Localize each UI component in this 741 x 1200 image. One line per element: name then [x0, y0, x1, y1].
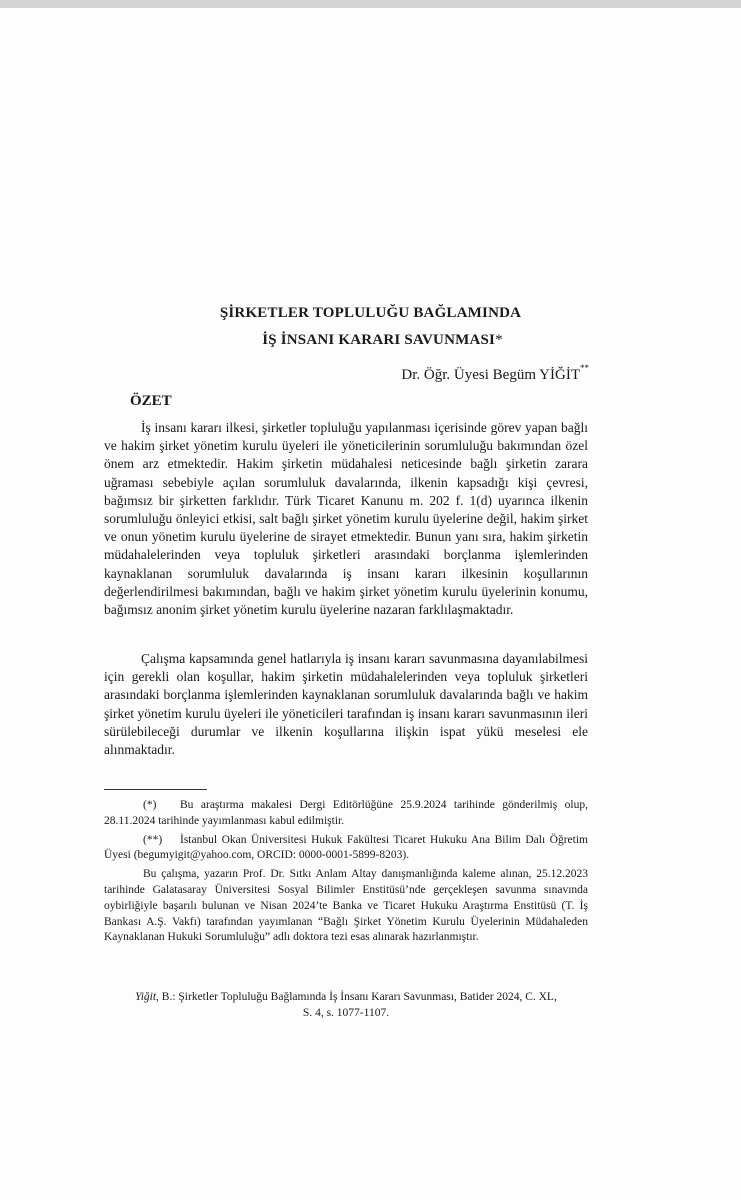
footnote-mark: (**) [143, 833, 163, 846]
title-line-2 [0, 332, 741, 349]
abstract-paragraph-1 [104, 419, 588, 619]
author-line [401, 365, 589, 384]
footnote-separator [104, 789, 207, 790]
author-name: Dr. Öğr. Üyesi Begüm YİĞİT [401, 367, 580, 383]
title-footnote-mark: * [495, 332, 503, 348]
abstract-heading: ÖZET [130, 393, 172, 409]
abstract-paragraph-2 [104, 650, 588, 759]
footnote-text: Bu araştırma makalesi Dergi Editörlüğüne 25.9.2024 tarihinde gönderilmiş olup, 28.11.2024 tarihinde yayımlanması kabul edilmiştir. [104, 799, 588, 827]
citation-line-2: S. 4, s. 1077-1107. [302, 1007, 390, 1019]
abstract-paragraph-text: İş insanı kararı ilkesi, şirketler topluluğu yapılanması içerisinde görev yapan bağlı ve hakim şirket yönetim kurulu üyeleri ile yöneticilerinin sorumluluğu bakımından özel önem arz etmektedir. Hakim şirketin müdahalesi neticesinde bağlı şirketin zarara uğraması sebebiyle açılan sorumluluk davalarında, ilkenin kapsadığı kişi çevresi, bağımsız bir şirketten farklıdır. Türk Ticaret Kanunu m. 202 f. 1(d) uyarınca ilkenin sorumluluğu önleyici etkisi, salt bağlı şirket yönetim kurulu üyelerine değil, hakim şirket ve onun yönetim kurulu üyelerine de sirayet etmektedir. Bunun yanı sıra, hakim şirketin müdahalelerinden veya topluluk şirketleri arasındaki borçlanma işlemlerinden kaynaklanan sorumluluk davalarında iş insanı kararı ilkesinin koşullarının değerlendirilmesi bakımından, bağlı ve hakim şirket yönetim kurulu üyelerinin konumu, bağımsız anonim şirket yönetim kurulu üyelerine nazaran farklılaşmaktadır. [104, 420, 588, 618]
top-strip [0, 0, 741, 8]
footnote-mark: (*) [143, 799, 157, 811]
footnote-1 [104, 798, 588, 830]
author-footnote-mark: ** [580, 363, 589, 373]
citation-line-1 [104, 989, 588, 1005]
citation [104, 989, 588, 1021]
footnote-text: İstanbul Okan Üniversitesi Hukuk Fakültesi Ticaret Hukuku Ana Bilim Dalı Öğretim Üyesi (begumyigit@yahoo.com, ORCID: 0000-0001-5899-8203). [104, 833, 588, 862]
title-line-1: ŞİRKETLER TOPLULUĞU BAĞLAMINDA [219, 305, 522, 321]
title-line-2-text: İŞ İNSANI KARARI SAVUNMASI [262, 332, 496, 348]
citation-line-1-text: , B.: Şirketler Topluluğu Bağlamında İş İnsanı Kararı Savunması, Batider 2024, C. XL, [156, 991, 557, 1003]
document-page [0, 8, 741, 1200]
citation-author: Yiğit [135, 991, 157, 1003]
footnotes [104, 798, 588, 949]
abstract-paragraph-text: Çalışma kapsamında genel hatlarıyla iş insanı kararı savunmasına dayanılabilmesi için gerekli olan koşullar, hakim şirketin müdahalelerinden veya topluluk şirketleri arasındaki borçlanma işlemlerinden kaynaklanan sorumluluk davalarında bağlı ve hakim şirket yönetim kurulu üyeleri ile yöneticileri tarafından iş insanı kararı savunmasının ileri sürülebileceği durumlar ve ilkenin koşullarına ilişkin ispat yükü meselesi ele alınmaktadır. [104, 651, 588, 758]
footnote-2 [104, 833, 588, 865]
footnote-3: Bu çalışma, yazarın Prof. Dr. Sıtkı Anlam Altay danışmanlığında kaleme alınan, 25.12.2023 tarihinde Galatasaray Üniversitesi Sosyal Bilimler Enstitüsü’nde gerçekleşen savunma sınavında oybirliğiyle başarılı bulunan ve Nisan 2024’te Banka ve Ticaret Hukuku Araştırma Enstitüsü (T. İş Bankası A.Ş. Vakfı) tarafından yayımlanan “Bağlı Şirket Yönetim Kurulu Üyelerinin Müdahaleden Kaynaklanan Hukuki Sorumluluğu” adlı doktora tezi esas alınarak hazırlanmıştır. [104, 868, 588, 944]
